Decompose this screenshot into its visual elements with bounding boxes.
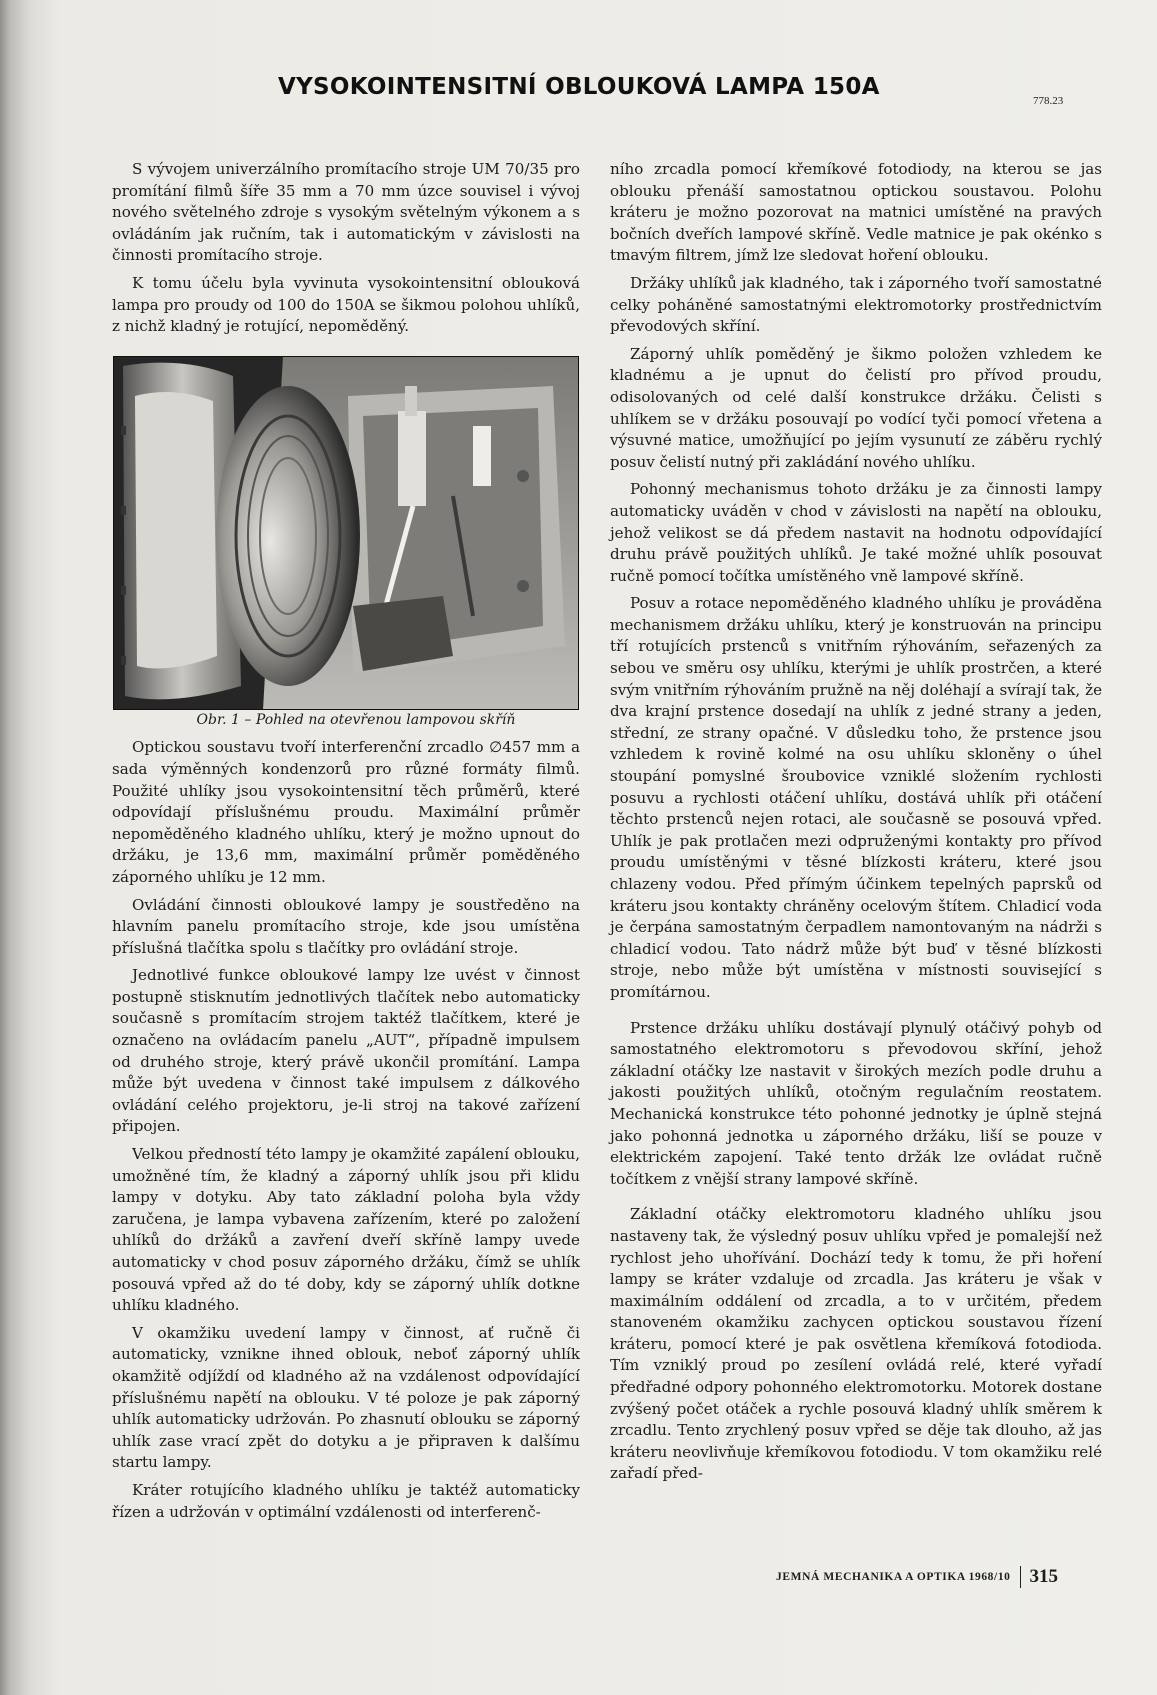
paragraph: ního zrcadla pomocí křemíkové fotodiody, na kterou se jas oblouku přenáší samostatnou optickou soustavou. Polohu kráteru je možno pozorovat na matnici umístěné na pravých bočních dveřích lampové skříně. Vedle matnice je pak okénko s tmavým filtrem, jímž lze sledovat hoření oblouku. — [610, 160, 1102, 265]
page-number: 315 — [1029, 1566, 1059, 1587]
paragraph: Optickou soustavu tvoří interferenční zrcadlo ∅457 mm a sada výměnných kondenzorů pro různé formáty filmů. Použité uhlíky jsou vysokointensitní těch průměrů, které odpovídají příslušnému proudu. Maximální průměr nepoměděného kladného uhlíku, který je možno upnout do držáku, je 13,6 mm, maximální průměr poměděného záporného uhlíku je 12 mm. — [112, 738, 580, 886]
journal-name: JEMNÁ MECHANIKA A OPTIKA 1968/10 — [776, 1571, 1011, 1583]
paragraph: K tomu účelu byla vyvinuta vysokointensitní oblouková lampa pro proudy od 100 do 150A se šikmou polohou uhlíků, z nichž kladný je rotující, nepoměděný. — [112, 273, 580, 336]
figure-caption: Obr. 1 – Pohled na otevřenou lampovou skříň — [196, 711, 516, 728]
footer-divider — [1020, 1566, 1021, 1588]
figure-lamp-photo — [113, 356, 579, 710]
paragraph: Kráter rotujícího kladného uhlíku je taktéž automaticky řízen a udržován v optimální vzdálenosti od interferenč- — [112, 1480, 580, 1521]
left-column — [112, 159, 580, 1529]
paragraph: Velkou předností této lampy je okamžité zapálení oblouku, umožněné tím, že kladný a záporný uhlík jsou při klidu lampy v dotyku. Aby tato základní poloha byla vždy zaručena, je lampa vybavena zařízením, které po založení uhlíků do držáků a zavření dveří skříně lampy uvede automaticky v chod posuv záporného držáku, čímž se uhlík posouvá vpřed až do té doby, kdy se záporný uhlík dotkne uhlíku kladného. — [112, 1145, 580, 1315]
paragraph: Posuv a rotace nepoměděného kladného uhlíku je prováděna mechanismem držáku uhlíku, který je konstruován na principu tří rotujících prstenců s vnitřním rýhováním, seřazených za sebou ve směru osy uhlíku, kterými je uhlík prostrčen, a které svým vnitřním rýhováním pružně na něj doléhají a svírají tak, že dva krajní prstence dosedají na uhlík z jedné strany a jeden, střední, ze strany opačné. V důsledku toho, že prstence jsou vzhledem k rovině kolmé na osu uhlíku skloněny o úhel stoupání pomyslné šroubovice vzniklé složením rychlosti posuvu a rychlosti otáčení uhlíku, dostává uhlík při otáčení těchto prstenců nejen rotaci, ale současně se posouvá vpřed. Uhlík je pak protlačen mezi odpruženými kontakty pro přívod proudu umístěnými v těsné blízkosti kráteru, které jsou chlazeny vodou. Před přímým účinkem tepelných paprsků od kráteru jsou kontakty chráněny ocelovým štítem. Chladicí voda je čerpána samostatným čerpadlem namontovaným na nádrži s chladicí vodou. Tato nádrž může být buď v těsné blízkosti stroje, nebo může být umístěna v místnosti související s promítárnou. — [610, 594, 1102, 1001]
lamp-housing-photo — [113, 356, 579, 710]
paragraph: V okamžiku uvedení lampy v činnost, ať ručně či automaticky, vznikne ihned oblouk, neboť záporný uhlík okamžitě odjíždí od kladného až na vzdálenost odpovídající příslušnému napětí na oblouku. V té poloze je pak záporný uhlík automaticky udržován. Po zhasnutí oblouku se záporný uhlík zase vrací zpět do dotyku a je připraven k dalšímu startu lampy. — [112, 1323, 580, 1472]
classification-code: 778.23 — [1033, 95, 1064, 107]
paragraph: Záporný uhlík poměděný je šikmo položen vzhledem ke kladnému a je upnut do čelistí pro přívod proudu, odisolovaných od celé další konstrukce držáku. Čelisti s uhlíkem se v držáku posouvají po vodící tyči pomocí vřetena a výsuvné matice, umožňující po jejím vysunutí ze záběru rychlý posuv čelistí nutný při zakládání nového uhlíku. — [610, 344, 1102, 471]
paragraph: S vývojem univerzálního promítacího stroje UM 70/35 pro promítání filmů šíře 35 mm a 70 mm úzce souvisel i vývoj nového světelného zdroje s vysokým světelným výkonem a s ovládáním jak ručním, tak i automatickým v závislosti na činnosti promítacího stroje. — [112, 160, 580, 265]
paragraph: Prstence držáku uhlíku dostávají plynulý otáčivý pohyb od samostatného elektromotoru s převodovou skříní, jehož základní otáčky lze nastavit v širokých mezích podle druhu a jakosti použitých uhlíků, otočným regulačním reostatem. Mechanická konstrukce této pohonné jednotky je úplně stejná jako pohonná jednotka u záporného držáku, liší se pouze v elektrickém zapojení. Také tento držák lze ovládat ručně točítkem z vnější strany lampové skříně. — [610, 1018, 1102, 1188]
paragraph: Ovládání činnosti obloukové lampy je soustředěno na hlavním panelu promítacího stroje, kde jsou umístěna příslušná tlačítka spolu s tlačítky pro ovládání stroje. — [112, 895, 580, 957]
paragraph: Základní otáčky elektromotoru kladného uhlíku jsou nastaveny tak, že výsledný posuv uhlíku vpřed je pomalejší než rychlost jeho uhořívání. Dochází tedy k tomu, že při hoření lampy se kráter vzdaluje od zrcadla. Jas kráteru je však v maximálním oddálení od zrcadla, a to v určitém, předem stanoveném okamžiku zachycen optickou soustavou řízení kráteru, pomocí které je pak osvětlena křemíková fotodioda. Tím vzniklý proud po zesílení ovládá relé, které vyřadí předřadné odpory pohonného elektromotorku. Motorek dostane zvýšený počet otáček a rychle posouvá kladný uhlík směrem k zrcadlu. Tento zrychlený posuv vpřed se děje tak dlouho, až jas kráteru neovlivňuje křemíkovou fotodiodu. V tom okamžiku relé zařadí před- — [610, 1205, 1102, 1483]
page-footer — [776, 1566, 1058, 1588]
paragraph: Držáky uhlíků jak kladného, tak i záporného tvoří samostatné celky poháněné samostatnými elektromotorky prostřednictvím převodových skříní. — [610, 273, 1102, 336]
paragraph: Pohonný mechanismus tohoto držáku je za činnosti lampy automaticky uváděn v chod v závislosti na napětí na oblouku, jehož velikost se dá předem nastavit na hodnotu odpovídající druhu právě použitých uhlíků. Je také možné uhlík posouvat ručně pomocí točítka umístěného vně lampové skříně. — [610, 480, 1102, 585]
paragraph: Jednotlivé funkce obloukové lampy lze uvést v činnost postupně stisknutím jednotlivých tlačítek nebo automaticky současně s promítacím strojem taktéž tlačítkem, které je označeno na ovládacím panelu „AUT“, případně impulsem od druhého stroje, který právě ukončil promítání. Lampa může být uvedena v činnost také impulsem z dálkového ovládání celého projektoru, je-li stroj na takové zařízení připojen. — [112, 966, 580, 1136]
right-column — [610, 159, 1102, 1491]
article-title: VYSOKOINTENSITNÍ OBLOUKOVÁ LAMPA 150A — [278, 74, 880, 100]
